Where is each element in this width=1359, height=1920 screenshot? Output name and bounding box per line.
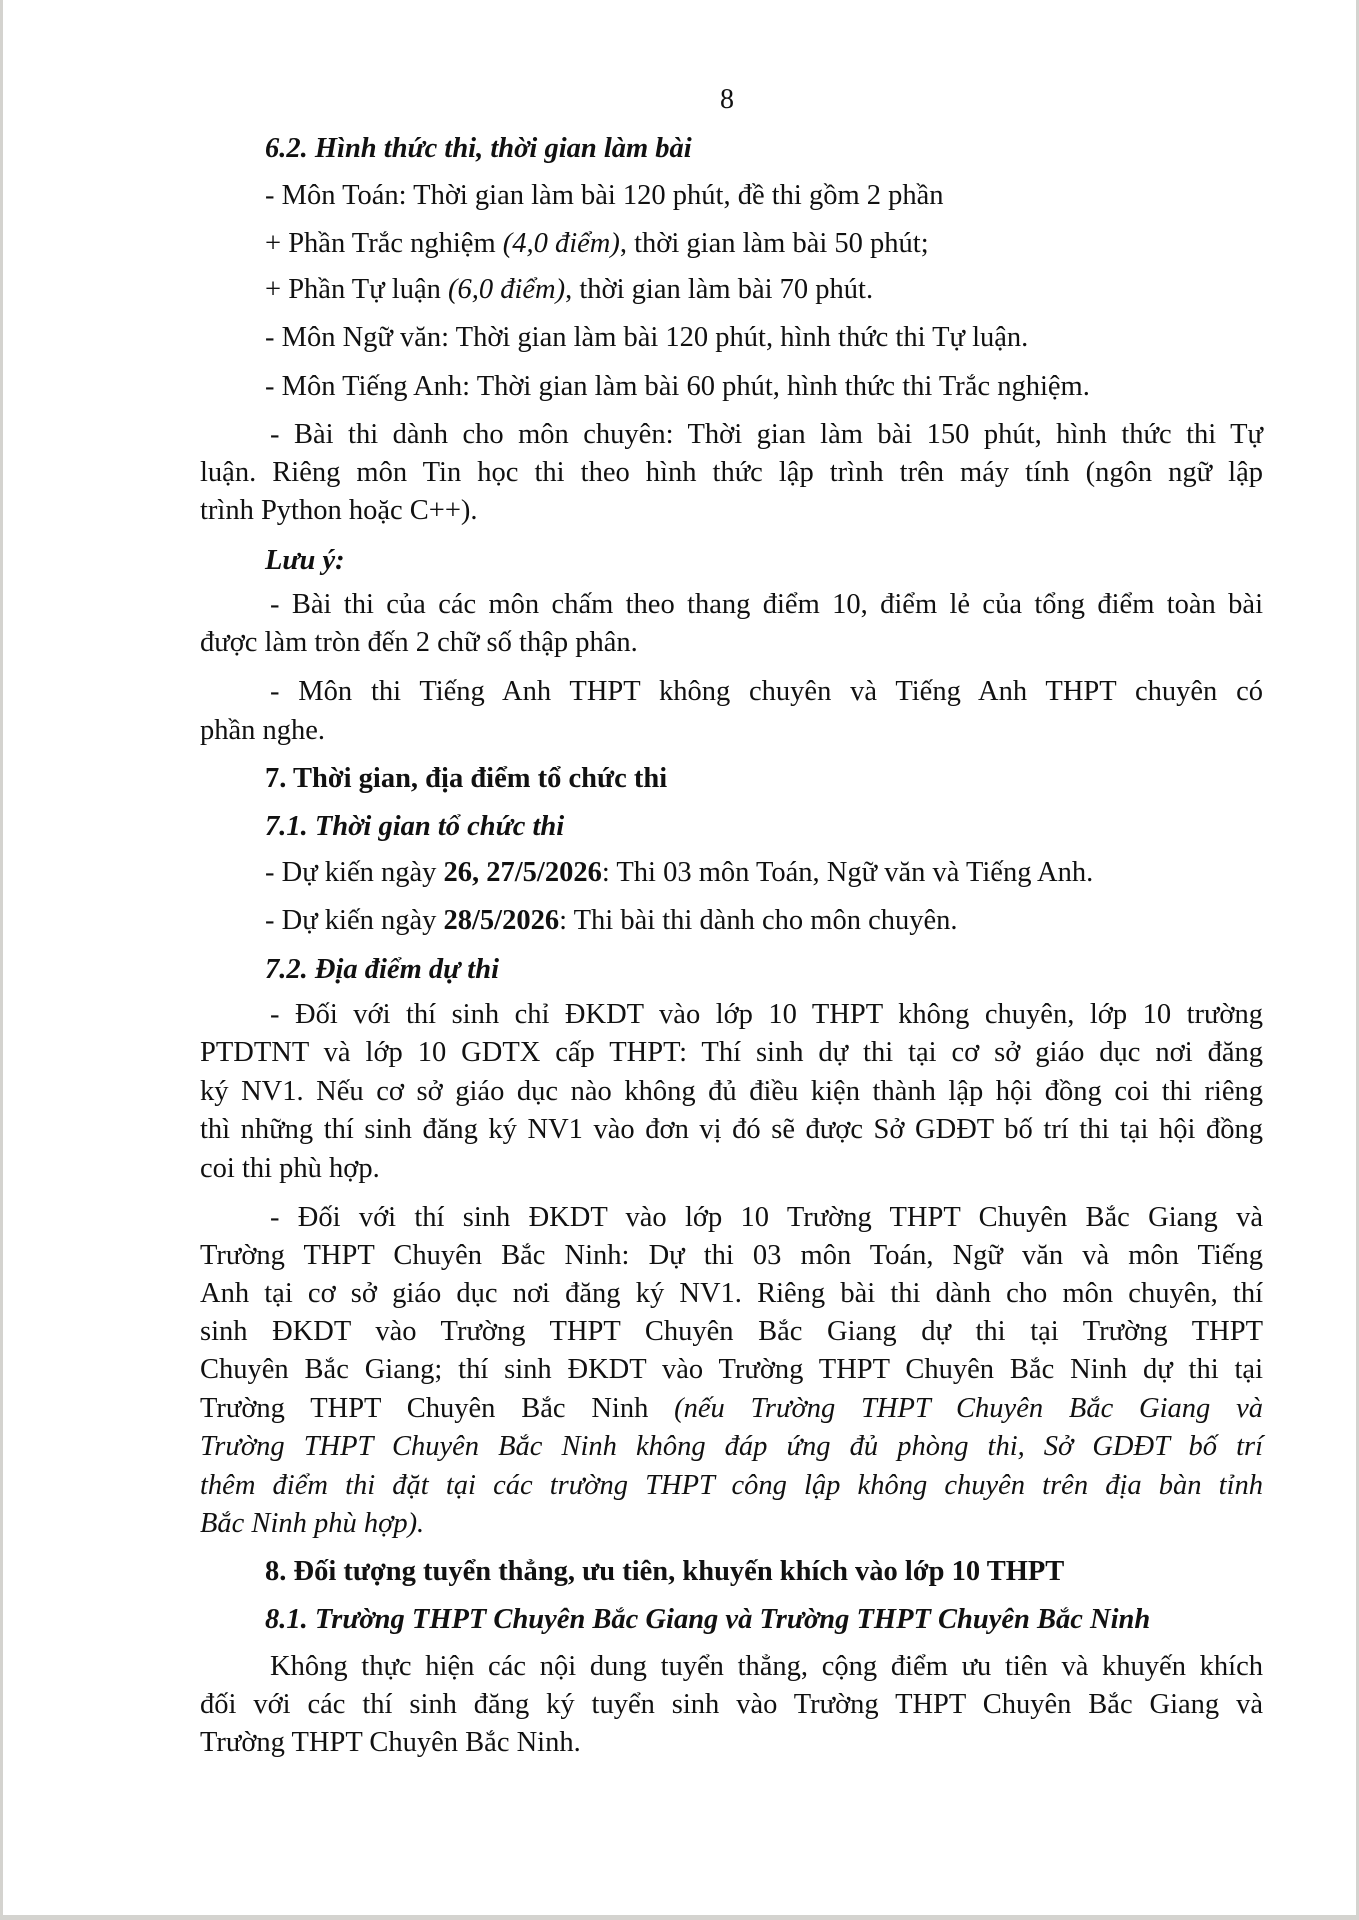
location-p1-line-1: - Đối với thí sinh chỉ ĐKDT vào lớp 10 THPT không chuyên, lớp 10 trường	[270, 999, 1263, 1030]
location-p2-line-7	[200, 1430, 1263, 1464]
s81-line-2: đối với các thí sinh đăng ký tuyển sinh vào Trường THPT Chuyên Bắc Giang và	[200, 1689, 1263, 1720]
toan-line: - Môn Toán: Thời gian làm bài 120 phút, đề thi gồm 2 phần	[265, 180, 944, 211]
location-p2-note-3: thêm điểm thi đặt tại các trường THPT công lập không chuyên trên địa bàn tỉnh	[200, 1470, 1263, 1501]
section-7-1-heading: 7.1. Thời gian tổ chức thi	[265, 811, 565, 842]
chuyen-line-1: - Bài thi dành cho môn chuyên: Thời gian làm bài 150 phút, hình thức thi Tự	[270, 419, 1263, 450]
tu-luan-score: (6,0 điểm)	[447, 274, 566, 305]
note1-line-2: được làm tròn đến 2 chữ số thập phân.	[200, 627, 638, 658]
location-p2-line-6	[200, 1392, 1263, 1426]
chuyen-line-2: luận. Riêng môn Tin học thi theo hình thức lập trình trên máy tính (ngôn ngữ lập	[200, 457, 1263, 488]
date-line-1	[265, 856, 1093, 890]
section-6-2-heading: 6.2. Hình thức thi, thời gian làm bài	[265, 133, 692, 164]
ngu-van-line: - Môn Ngữ văn: Thời gian làm bài 120 phút, hình thức thi Tự luận.	[265, 322, 1029, 353]
location-p2-line-9	[200, 1507, 424, 1541]
location-p2-line-5: Chuyên Bắc Giang; thí sinh ĐKDT vào Trường THPT Chuyên Bắc Ninh dự thi tại	[200, 1354, 1263, 1385]
document-page	[3, 0, 1356, 1915]
trac-nghiem-score: (4,0 điểm)	[502, 228, 620, 259]
location-p2-line-2: Trường THPT Chuyên Bắc Ninh: Dự thi 03 môn Toán, Ngữ văn và môn Tiếng	[200, 1240, 1263, 1271]
s81-line-1: Không thực hiện các nội dung tuyển thẳng, cộng điểm ưu tiên và khuyến khích	[270, 1651, 1263, 1682]
chuyen-line-3: trình Python hoặc C++).	[200, 495, 478, 526]
trac-nghiem-time: , thời gian làm bài 50 phút;	[619, 228, 929, 259]
location-p1-line-5: coi thi phù hợp.	[200, 1153, 380, 1184]
date-1-value: 26, 27/5/2026	[443, 857, 602, 888]
section-7-2-heading: 7.2. Địa điểm dự thi	[265, 954, 499, 985]
date-2-value: 28/5/2026	[443, 905, 560, 936]
trac-nghiem-line	[265, 227, 929, 261]
location-p2-line-8	[200, 1469, 1263, 1503]
note1-line-1: - Bài thi của các môn chấm theo thang điểm 10, điểm lẻ của tổng điểm toàn bài	[270, 589, 1263, 620]
location-p1-line-2: PTDTNT và lớp 10 GDTX cấp THPT: Thí sinh dự thi tại cơ sở giáo dục nơi đăng	[200, 1037, 1263, 1068]
location-p2-line-4: sinh ĐKDT vào Trường THPT Chuyên Bắc Giang dự thi tại Trường THPT	[200, 1316, 1263, 1347]
tu-luan-text: + Phần Tự luận	[265, 274, 448, 305]
tieng-anh-line: - Môn Tiếng Anh: Thời gian làm bài 60 phút, hình thức thi Trắc nghiệm.	[265, 371, 1090, 402]
page-number: 8	[720, 84, 734, 115]
section-7-heading: 7. Thời gian, địa điểm tổ chức thi	[265, 763, 668, 794]
s81-line-3: Trường THPT Chuyên Bắc Ninh.	[200, 1727, 581, 1758]
location-p2-line-6-text: Trường THPT Chuyên Bắc Ninh	[200, 1393, 675, 1424]
tu-luan-time: , thời gian làm bài 70 phút.	[565, 274, 874, 305]
date-2-desc: : Thi bài thi dành cho môn chuyên.	[559, 905, 958, 936]
tu-luan-line	[265, 273, 873, 307]
section-8-1-heading: 8.1. Trường THPT Chuyên Bắc Giang và Trường THPT Chuyên Bắc Ninh	[265, 1604, 1151, 1635]
date-line-2	[265, 904, 958, 938]
location-p1-line-4: thì những thí sinh đăng ký NV1 vào đơn vị đó sẽ được Sở GDĐT bố trí thi tại hội đồng	[200, 1114, 1263, 1145]
trac-nghiem-text: + Phần Trắc nghiệm	[265, 228, 503, 259]
date-1-desc: : Thi 03 môn Toán, Ngữ văn và Tiếng Anh.	[601, 857, 1094, 888]
location-p2-line-1: - Đối với thí sinh ĐKDT vào lớp 10 Trường THPT Chuyên Bắc Giang và	[270, 1202, 1263, 1233]
note-label: Lưu ý:	[265, 545, 345, 576]
date-2-prefix: - Dự kiến ngày	[265, 905, 444, 936]
location-p1-line-3: ký NV1. Nếu cơ sở giáo dục nào không đủ điều kiện thành lập hội đồng coi thi riêng	[200, 1076, 1263, 1107]
location-p2-note-2: Trường THPT Chuyên Bắc Ninh không đáp ứng đủ phòng thi, Sở GDĐT bố trí	[200, 1431, 1263, 1462]
section-8-heading: 8. Đối tượng tuyển thẳng, ưu tiên, khuyến khích vào lớp 10 THPT	[265, 1556, 1065, 1587]
note2-line-1: - Môn thi Tiếng Anh THPT không chuyên và Tiếng Anh THPT chuyên có	[270, 676, 1263, 707]
date-1-prefix: - Dự kiến ngày	[265, 857, 444, 888]
location-p2-note-start: (nếu Trường THPT Chuyên Bắc Giang và	[674, 1393, 1263, 1424]
location-p2-note-4: Bắc Ninh phù hợp).	[200, 1508, 425, 1539]
location-p2-line-3: Anh tại cơ sở giáo dục nơi đăng ký NV1. Riêng bài thi dành cho môn chuyên, thí	[200, 1278, 1263, 1309]
note2-line-2: phần nghe.	[200, 715, 326, 746]
